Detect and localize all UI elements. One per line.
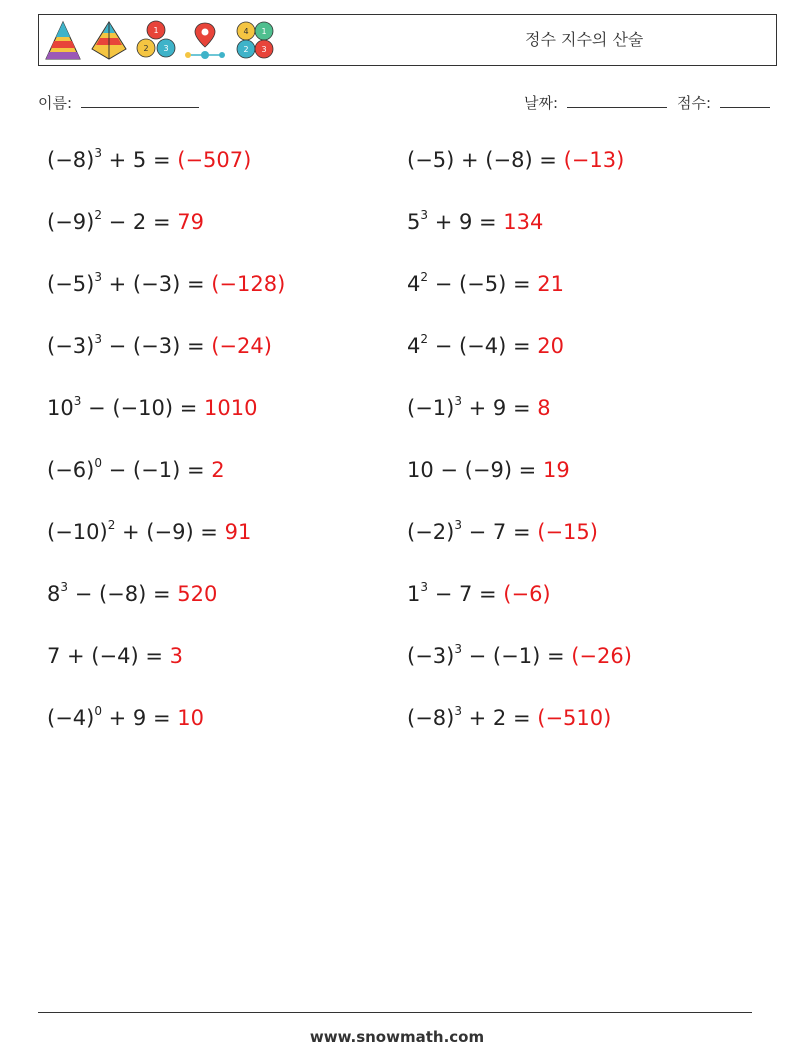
problem-item (407, 272, 564, 296)
expression-text: − (−1) = (461, 644, 572, 668)
expression-text: 1 (407, 582, 421, 606)
problem-item (47, 334, 272, 358)
answer: 2 (211, 458, 225, 482)
problem-item (407, 148, 624, 172)
expression-text: − 7 = (461, 520, 538, 544)
expression-text: − 2 = (101, 210, 178, 234)
expression-text: 10 − (−9) = (407, 458, 543, 482)
score-label: 점수: (677, 94, 712, 112)
expression-text: (−8) (407, 706, 455, 730)
name-field[interactable] (38, 92, 199, 113)
exponent: 3 (420, 580, 429, 594)
expression-text: (−9) (47, 210, 95, 234)
expression-text: (−5) (47, 272, 95, 296)
answer: 520 (177, 582, 218, 606)
answer: 21 (537, 272, 564, 296)
problem-item (407, 644, 632, 668)
answer: (−507) (177, 148, 252, 172)
worksheet-header (38, 14, 777, 66)
problem-item (407, 706, 611, 730)
problem-item (407, 334, 564, 358)
expression-text: + 9 = (461, 396, 538, 420)
exponent: 3 (60, 580, 69, 594)
date-label: 날짜: (524, 94, 559, 112)
expression-text: − 7 = (428, 582, 504, 606)
svg-text:1: 1 (261, 27, 267, 36)
expression-text: + 5 = (101, 148, 178, 172)
expression-text: 4 (407, 272, 421, 296)
expression-text: − (−10) = (81, 396, 204, 420)
answer: 91 (224, 520, 252, 544)
exponent: 2 (94, 208, 102, 222)
footer-url: www.snowmath.com (309, 1028, 485, 1046)
answer: 79 (177, 210, 204, 234)
expression-text: 5 (407, 210, 421, 234)
expression-text: + 9 = (428, 210, 504, 234)
expression-text: (−1) (407, 396, 455, 420)
svg-text:3: 3 (261, 45, 267, 54)
exponent: 2 (107, 518, 116, 532)
answer: 134 (503, 210, 544, 234)
answer: (−26) (571, 644, 632, 668)
logo-strip (43, 18, 277, 62)
answer: 1010 (203, 396, 258, 420)
expression-text: (−6) (47, 458, 95, 482)
pyramid-icon (43, 19, 83, 61)
answer: (−6) (503, 582, 551, 606)
answer: 8 (537, 396, 551, 420)
expression-text: (−3) (47, 334, 95, 358)
answer: (−24) (211, 334, 272, 358)
svg-text:2: 2 (143, 44, 149, 53)
name-label: 이름: (38, 94, 73, 112)
exponent: 3 (454, 394, 462, 408)
exponent: 3 (454, 642, 462, 656)
name-blank[interactable] (81, 93, 199, 108)
answer: (−510) (537, 706, 612, 730)
problem-item (407, 210, 543, 234)
exponent: 3 (454, 704, 462, 718)
expression-text: − (−5) = (428, 272, 538, 296)
date-field[interactable] (524, 92, 667, 113)
exponent: 3 (94, 332, 102, 346)
expression-text: − (−3) = (101, 334, 212, 358)
answer: 10 (177, 706, 204, 730)
expression-text: 4 (407, 334, 421, 358)
score-blank[interactable] (720, 93, 770, 108)
problem-item (47, 272, 285, 296)
expression-text: + 2 = (461, 706, 538, 730)
exponent: 3 (94, 146, 102, 160)
answer: (−15) (537, 520, 598, 544)
problem-item (47, 148, 251, 172)
exponent: 3 (420, 208, 429, 222)
svg-text:4: 4 (243, 27, 249, 36)
exponent: 2 (420, 332, 429, 346)
exponent: 3 (454, 518, 462, 532)
problem-item (47, 458, 225, 482)
expression-text: (−2) (407, 520, 455, 544)
problem-item (407, 520, 598, 544)
expression-text: 10 (47, 396, 74, 420)
problem-item (407, 396, 551, 420)
answer: 19 (542, 458, 570, 482)
footer-divider (38, 1012, 752, 1013)
expression-text: (−8) (47, 148, 95, 172)
svg-text:1: 1 (153, 26, 159, 35)
expression-text: 8 (47, 582, 61, 606)
expression-text: − (−1) = (101, 458, 212, 482)
score-field[interactable] (677, 92, 770, 113)
worksheet-title: 정수 지수의 산술 (525, 30, 644, 49)
date-blank[interactable] (567, 93, 667, 108)
expression-text: − (−4) = (428, 334, 538, 358)
answer: 3 (169, 644, 183, 668)
exponent: 3 (73, 394, 82, 408)
expression-text: (−5) + (−8) = (407, 148, 564, 172)
problem-item (47, 644, 183, 668)
exponent: 3 (94, 270, 102, 284)
exponent: 0 (94, 456, 102, 470)
problem-item (47, 582, 217, 606)
expression-text: 7 + (−4) = (47, 644, 170, 668)
numbered-circles-icon (135, 19, 177, 61)
location-pin-icon (183, 19, 227, 61)
answer: (−128) (211, 272, 286, 296)
pyramid-icon (89, 19, 129, 61)
problem-item (47, 210, 204, 234)
numbered-petals-icon (233, 19, 277, 61)
expression-text: + 9 = (101, 706, 178, 730)
expression-text: (−4) (47, 706, 95, 730)
expression-text: + (−3) = (101, 272, 212, 296)
svg-text:3: 3 (163, 44, 169, 53)
answer: (−13) (563, 148, 625, 172)
problem-item (47, 706, 204, 730)
exponent: 0 (94, 704, 102, 718)
expression-text: + (−9) = (115, 520, 225, 544)
problem-item (407, 458, 570, 482)
problem-item (47, 396, 257, 420)
exponent: 2 (420, 270, 429, 284)
svg-text:2: 2 (243, 45, 249, 54)
expression-text: (−10) (47, 520, 108, 544)
expression-text: − (−8) = (68, 582, 178, 606)
problem-item (407, 582, 551, 606)
problem-item (47, 520, 251, 544)
answer: 20 (537, 334, 564, 358)
expression-text: (−3) (407, 644, 455, 668)
